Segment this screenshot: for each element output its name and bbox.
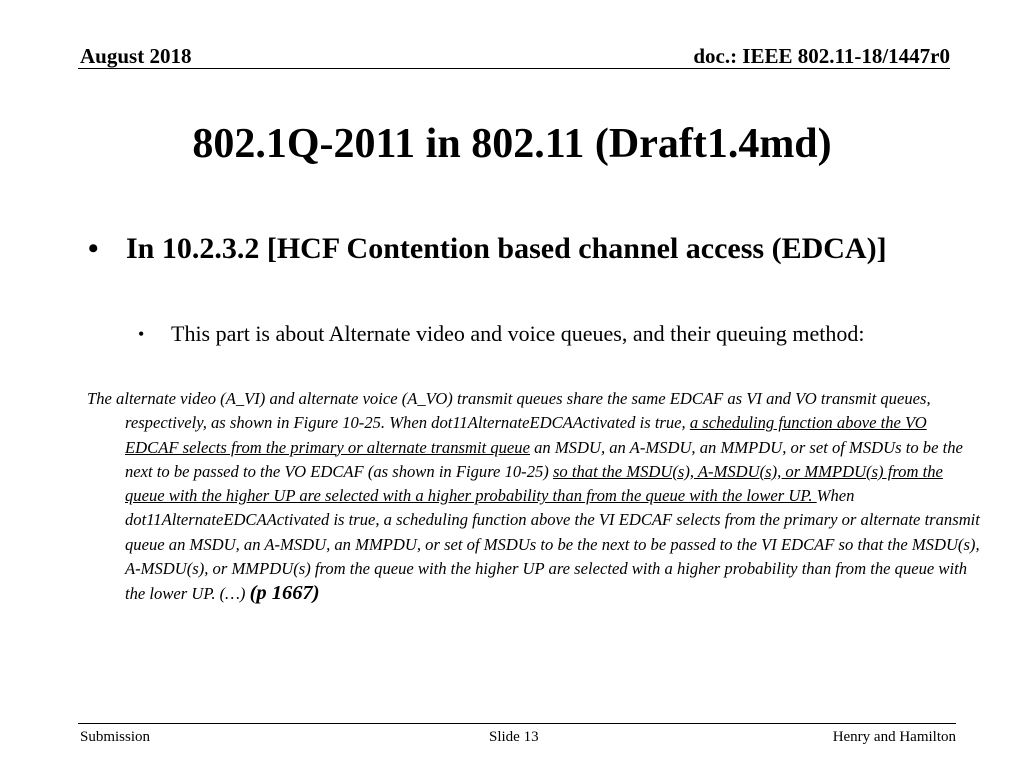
footer-slide-number: Slide 13 (489, 729, 539, 745)
quote-text-part1: The alternate video (A_VI) and alternate voice (A_VO) transmit queues share the same EDCAF as VI and VO transmit queues, respectively, as shown in Figure 10-25. When dot11AlternateEDCAActivated is true, (87, 389, 931, 433)
footer-submission: Submission (80, 729, 151, 745)
quote-underlined-part1: a scheduling function above the VO EDCAF selects from the primary or alternate transmit queue (125, 413, 927, 457)
quote-page-reference: (p 1667) (249, 582, 320, 605)
bullet-dot-icon: • (138, 324, 145, 344)
footer-authors: Henry and Hamilton (832, 729, 956, 745)
slide-title: 802.1Q-2011 in 802.11 (Draft1.4md) (192, 121, 832, 167)
quote-text-part3: When dot11AlternateEDCAActivated is true, a scheduling function above the VI EDCAF selects from the primary or alternate transmit queue an MSDU, an A-MSDU, an MMPDU, or set of MSDUs to be the next to be passed to the VI EDCAF so that the MSDU(s), A-MSDU(s), or MMPDU(s) from the queue with the higher UP are selected with a higher probability than from the queue with the lower UP. (…) (125, 486, 980, 604)
header-date: August 2018 (80, 44, 192, 68)
quote-text-part2: an MSDU, an A-MSDU, an MMPDU, or set of MSDUs to be the next to be passed to the VO EDCAF (as shown in Figure 10-25) (125, 437, 963, 481)
bullet-dot-icon: • (88, 232, 99, 265)
bullet-level2-text: This part is about Alternate video and voice queues, and their queuing method: (171, 321, 865, 346)
quoted-standard-text (87, 387, 983, 607)
quote-underlined-part2: so that the MSDU(s), A-MSDU(s), or MMPDU(s) from the queue with the higher UP are selected with a higher probability than from the queue with the lower UP. (125, 461, 943, 506)
bullet-level1 (88, 230, 888, 267)
header-divider (78, 68, 950, 69)
header-doc-id: doc.: IEEE 802.11-18/1447r0 (693, 44, 950, 68)
footer-divider (78, 723, 956, 724)
bullet-level1-text: In 10.2.3.2 [HCF Contention based channel access (EDCA)] (126, 232, 887, 265)
bullet-level2 (138, 320, 898, 348)
